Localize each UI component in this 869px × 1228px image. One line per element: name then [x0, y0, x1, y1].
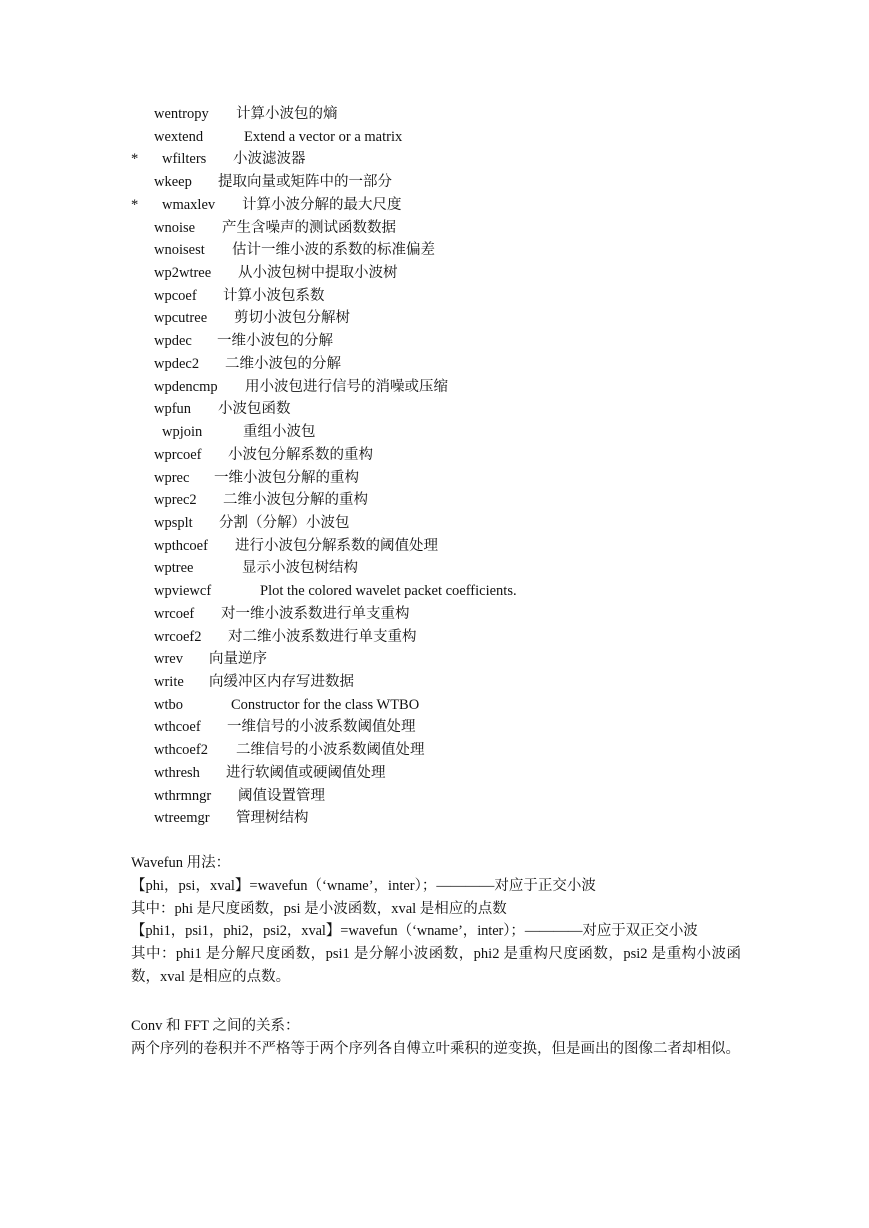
function-description: 提取向量或矩阵中的一部分 — [218, 174, 392, 191]
function-name: wpthcoef — [154, 537, 208, 554]
function-description: Constructor for the class WTBO — [231, 696, 420, 713]
function-description: 二维小波包分解的重构 — [223, 492, 368, 509]
function-description: Extend a vector or a matrix — [244, 128, 403, 145]
function-description: 小波包函数 — [218, 401, 291, 418]
function-name: wfilters — [162, 151, 207, 168]
function-name: wtreemgr — [154, 810, 210, 827]
function-row — [0, 285, 869, 308]
function-name: wpsplt — [154, 514, 193, 531]
function-row — [0, 421, 869, 444]
function-description: 二维信号的小波系数阈值处理 — [236, 742, 425, 759]
function-name: wpcutree — [154, 310, 208, 327]
function-name: wpfun — [154, 401, 192, 418]
function-name: wnoisest — [154, 242, 205, 259]
function-row — [0, 194, 869, 217]
function-name: write — [154, 673, 184, 690]
function-name: wprec2 — [154, 492, 197, 509]
function-row — [0, 580, 869, 603]
wavefun-orthogonal-explanation: 其中：phi 是尺度函数，psi 是小波函数，xval 是相应的点数 — [131, 900, 507, 917]
function-description: 对一维小波系数进行单支重构 — [221, 605, 410, 622]
function-row — [0, 376, 869, 399]
function-description: 用小波包进行信号的消噪或压缩 — [245, 378, 448, 395]
function-name: wpcoef — [154, 287, 197, 304]
function-name: wthrmngr — [154, 787, 212, 804]
function-description: 估计一维小波的系数的标准偏差 — [232, 242, 435, 259]
function-name: wkeep — [154, 174, 192, 191]
function-name: wthcoef2 — [154, 742, 208, 759]
function-description: 一维小波包分解的重构 — [214, 469, 359, 486]
function-description: 重组小波包 — [243, 424, 316, 441]
function-row — [0, 239, 869, 262]
conv-fft-section — [131, 1015, 741, 1061]
function-row — [0, 148, 869, 171]
function-description: 阈值设置管理 — [238, 787, 325, 804]
function-name: wprec — [154, 469, 190, 486]
function-description: 分割（分解）小波包 — [219, 514, 350, 531]
function-row — [0, 694, 869, 717]
function-description: 向量逆序 — [209, 651, 267, 668]
function-name: wprcoef — [154, 446, 202, 463]
function-description: 计算小波包系数 — [223, 287, 325, 304]
function-name: wrcoef2 — [154, 628, 202, 645]
wavefun-section — [131, 852, 741, 989]
function-row — [0, 762, 869, 785]
function-row — [0, 648, 869, 671]
function-description: 管理树结构 — [236, 810, 309, 827]
function-name: wptree — [154, 560, 194, 577]
function-name: wpviewcf — [154, 583, 212, 600]
function-name: wpdec — [154, 333, 192, 350]
function-name: wextend — [154, 128, 204, 145]
function-row — [0, 671, 869, 694]
function-description: 剪切小波包分解树 — [234, 310, 350, 327]
function-name: wrcoef — [154, 605, 195, 622]
function-name: wthresh — [154, 764, 200, 781]
function-row — [0, 535, 869, 558]
function-description: 向缓冲区内存写进数据 — [209, 673, 354, 690]
function-description: 小波滤波器 — [233, 151, 306, 168]
function-description: 二维小波包的分解 — [225, 355, 341, 372]
function-description: 从小波包树中提取小波树 — [238, 265, 398, 282]
function-name: wrev — [154, 651, 183, 668]
function-row — [0, 353, 869, 376]
function-name: wthcoef — [154, 719, 201, 736]
star-marker: * — [131, 196, 139, 213]
function-description: 进行软阈值或硬阈值处理 — [226, 764, 386, 781]
function-description: 产生含噪声的测试函数数据 — [222, 219, 396, 236]
function-row — [0, 171, 869, 194]
star-marker: * — [131, 151, 139, 168]
function-row — [0, 217, 869, 240]
function-row — [0, 603, 869, 626]
function-description: 一维信号的小波系数阈值处理 — [227, 719, 416, 736]
function-description: 计算小波分解的最大尺度 — [242, 196, 402, 213]
function-row — [0, 489, 869, 512]
function-name: wnoise — [154, 219, 196, 236]
function-row — [0, 398, 869, 421]
function-description: Plot the colored wavelet packet coefficients. — [260, 583, 517, 600]
function-name: wtbo — [154, 696, 183, 713]
function-description: 小波包分解系数的重构 — [228, 446, 373, 463]
function-name: wentropy — [154, 106, 209, 122]
function-name: wp2wtree — [154, 265, 212, 282]
wavefun-biorthogonal-syntax: 【phi1，psi1，phi2，psi2，xval】=wavefun（‘wname’，inter）；————对应于双正交小波 — [131, 923, 698, 940]
function-row — [0, 126, 869, 149]
function-description: 计算小波包的熵 — [236, 106, 338, 122]
conv-fft-body: 两个序列的卷积并不严格等于两个序列各自傅立叶乘积的逆变换，但是画出的图像二者却相似。 — [131, 1040, 740, 1057]
function-row — [0, 739, 869, 762]
function-name: wmaxlev — [162, 196, 216, 213]
function-name: wpdec2 — [154, 355, 200, 372]
function-list — [0, 103, 869, 830]
function-description: 显示小波包树结构 — [242, 560, 358, 577]
function-row — [0, 444, 869, 467]
wavefun-heading: Wavefun 用法： — [131, 855, 231, 871]
wavefun-orthogonal-syntax: 【phi，psi，xval】=wavefun（‘wname’，inter）；————对应于正交小波 — [131, 877, 596, 894]
conv-fft-heading: Conv 和 FFT 之间的关系： — [131, 1018, 300, 1034]
function-row — [0, 807, 869, 830]
function-row — [0, 467, 869, 490]
function-row — [0, 785, 869, 808]
wavefun-biorthogonal-explanation: 其中：phi1 是分解尺度函数，psi1 是分解小波函数，phi2 是重构尺度函数，psi2 是重构小波函数，xval 是相应的点数。 — [131, 946, 741, 985]
function-description: 进行小波包分解系数的阈值处理 — [235, 537, 438, 554]
function-row — [0, 512, 869, 535]
function-description: 一维小波包的分解 — [217, 333, 333, 350]
function-row — [0, 626, 869, 649]
function-name: wpjoin — [162, 424, 203, 441]
function-row — [0, 716, 869, 739]
function-row — [0, 103, 869, 126]
function-description: 对二维小波系数进行单支重构 — [228, 628, 417, 645]
function-row — [0, 330, 869, 353]
function-row — [0, 262, 869, 285]
function-name: wpdencmp — [154, 378, 218, 395]
function-row — [0, 557, 869, 580]
function-row — [0, 307, 869, 330]
